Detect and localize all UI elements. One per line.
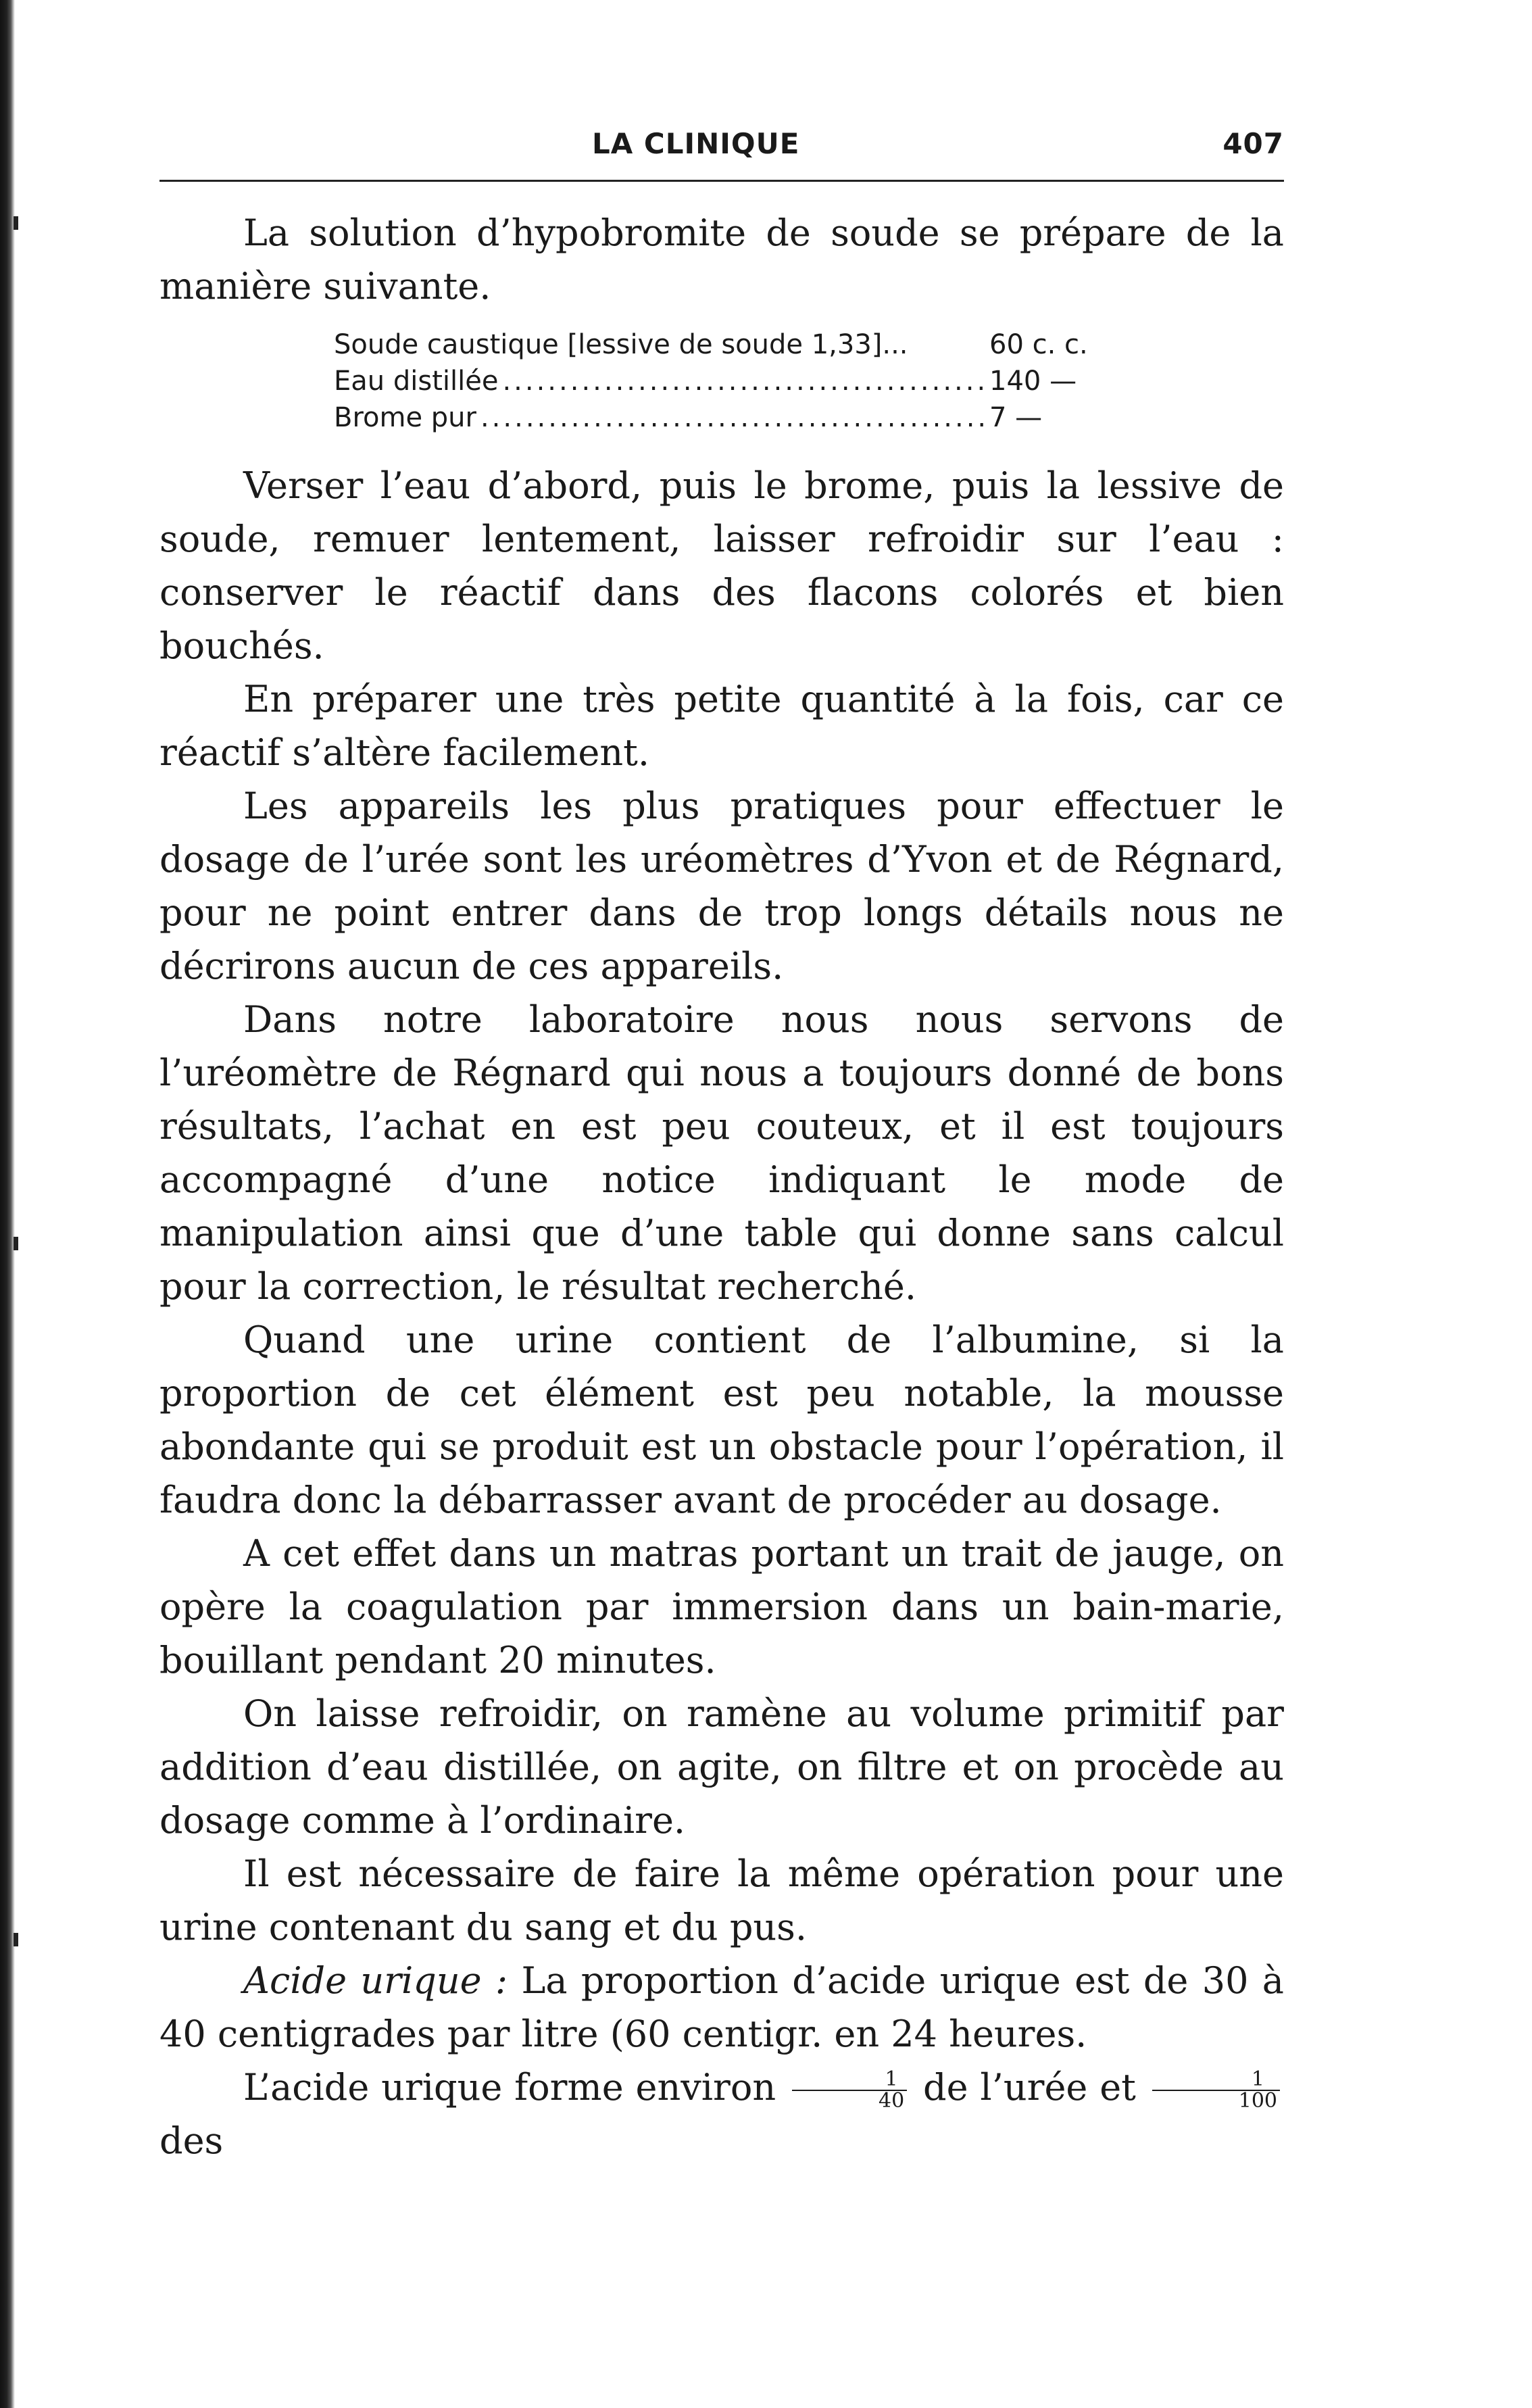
paragraph — [159, 2061, 1284, 2167]
paragraph: En préparer une très petite quantité à la fois, car ce réactif s’altère facilement. — [159, 678, 1284, 774]
body-text — [159, 206, 1284, 2167]
dot-leader — [480, 399, 985, 436]
paragraph: La solution d’hypobromite de soude se prépare de la manière suivante. — [159, 212, 1284, 308]
ingredient-quantity: 60 c. c. — [989, 329, 1088, 360]
ingredient-name: Brome pur — [334, 402, 476, 433]
paragraph-text: L’acide urique forme environ — [243, 2066, 776, 2109]
ingredient-name: Eau distillée — [334, 366, 499, 397]
recipe-item — [334, 399, 1131, 436]
paragraph: Les appareils les plus pratiques pour effectuer le dosage de l’urée sont les uréomètres d’Yvon et de Régnard, pour ne point entrer dans de trop longs détails nous ne décrirons aucun de ces appareils. — [159, 785, 1284, 987]
ingredient-quantity: 7 — — [989, 402, 1043, 433]
paragraph: Quand une urine contient de l’albumine, si la proportion de cet élément est peu notable, la mousse abondante qui se produit est un obstacle pour l’opération, il faudra donc la débarrasser avant de procéder au dosage. — [159, 1319, 1284, 1521]
paragraph: On laisse refroidir, on ramène au volume primitif par addition d’eau distillée, on agite, on filtre et on procède au dosage comme à l’ordinaire. — [159, 1692, 1284, 1842]
page-number: 407 — [1222, 127, 1284, 160]
paragraph-text: des — [159, 2119, 224, 2162]
running-head: LA CLINIQUE — [592, 127, 800, 160]
paragraph: Il est nécessaire de faire la même opération pour une urine contenant du sang et du pus. — [159, 1852, 1284, 1948]
paragraph — [159, 1954, 1284, 2061]
page — [159, 122, 1284, 2167]
recipe-item — [334, 326, 1131, 363]
fraction-denominator: 40 — [879, 2089, 905, 2113]
paragraph-text: de l’urée et — [923, 2066, 1136, 2109]
recipe-item — [334, 363, 1131, 399]
page-binding-edge — [0, 0, 15, 2408]
section-lead: Acide urique : — [243, 1959, 508, 2002]
dot-leader — [502, 363, 985, 399]
binding-mark — [14, 216, 18, 230]
binding-mark — [14, 1237, 18, 1250]
fraction-numerator: 1 — [792, 2069, 907, 2091]
binding-mark — [14, 1933, 18, 1946]
page-header — [159, 122, 1284, 169]
fraction — [792, 2069, 907, 2111]
paragraph: Verser l’eau d’abord, puis le brome, puis la lessive de soude, remuer lentement, laisser refroidir sur l’eau : conserver le réactif dans des flacons colorés et bien bouchés. — [159, 464, 1284, 667]
fraction-denominator: 100 — [1238, 2089, 1278, 2113]
paragraph: A cet effet dans un matras portant un trait de jauge, on opère la coagulation par immersion dans un bain-marie, bouillant pendant 20 minutes. — [159, 1532, 1284, 1681]
paragraph: Dans notre laboratoire nous nous servons de l’uréomètre de Régnard qui nous a toujours donné de bons résultats, l’achat en est peu couteux, et il est toujours accompagné d’une notice indiquant le mode de manipulation ainsi que d’une table qui donne sans calcul pour la correction, le résultat recherché. — [159, 998, 1284, 1308]
header-rule — [159, 180, 1284, 182]
fraction — [1152, 2069, 1280, 2111]
recipe-list — [334, 326, 1131, 436]
paragraph-text: La proportion d’acide urique est de 30 à 40 centigrades par litre (60 centigr. en 24 heures. — [159, 1959, 1284, 2055]
fraction-numerator: 1 — [1152, 2069, 1280, 2091]
ingredient-name: Soude caustique [lessive de soude 1,33]... — [334, 329, 908, 360]
ingredient-quantity: 140 — — [989, 366, 1077, 397]
